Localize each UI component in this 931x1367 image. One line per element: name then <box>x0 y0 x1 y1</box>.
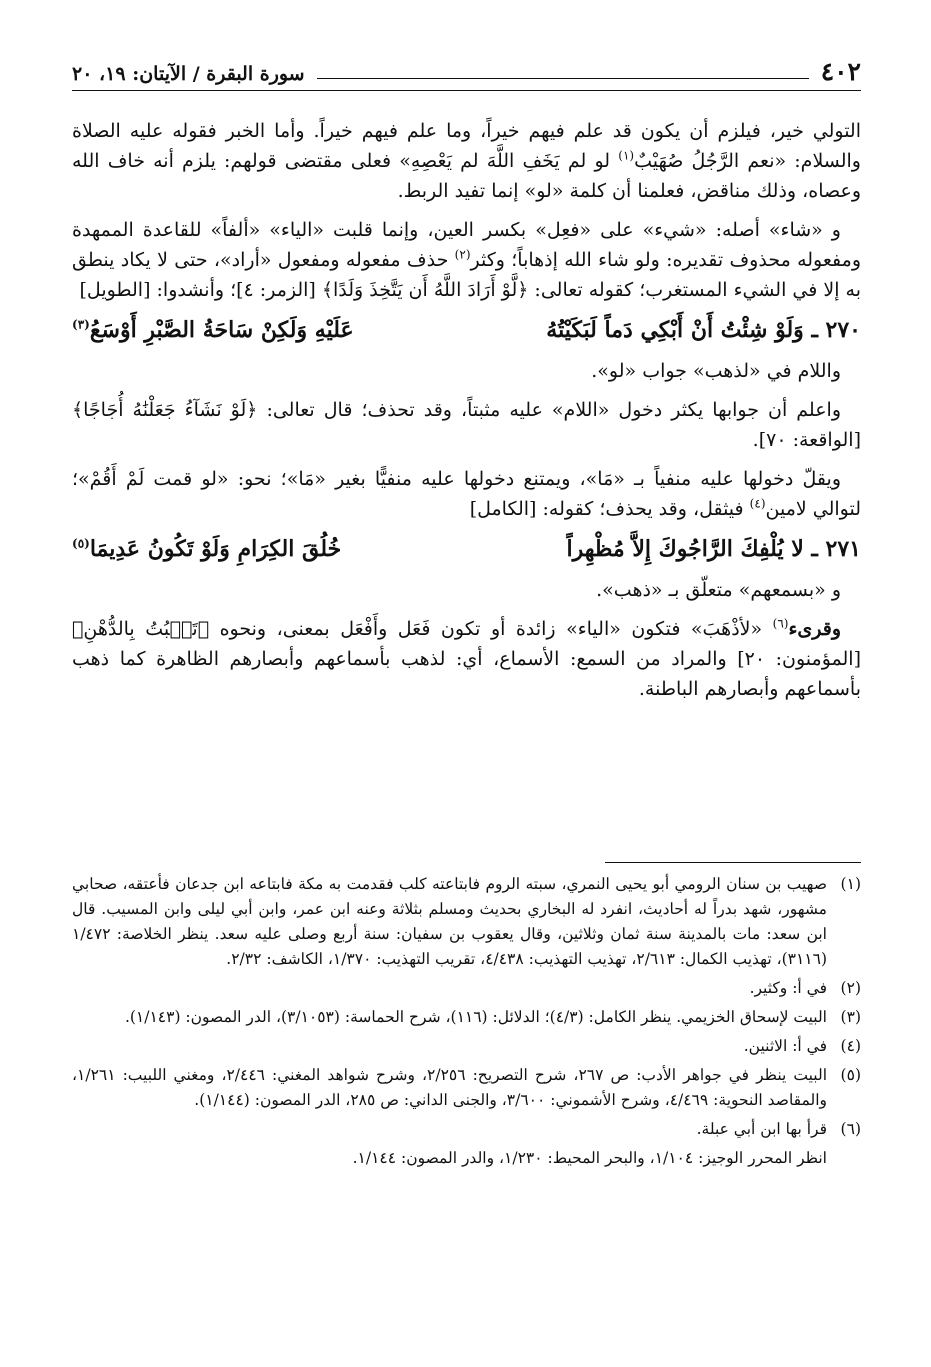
footnotes <box>72 872 861 1175</box>
footnote-1: (١) صهيب بن سنان الرومي أبو يحيى النمري، سبته الروم فابتاعته كلب فقدمت به مكة فابتاعه ابن جدعان فأعتقه، صحابي مشهور، شهد بدراً له أحاديث، انفرد له البخاري بحديث ومسلم بثلاثة وعنه ابن عمر، وابن أبي ليلى وابن المسيب. قال ابن سعد: مات بالمدينة سنة ثمان وثلاثين، وقال يعقوب بن سفيان: سنة أربع وصلى عليه سعد. ينظر الخلاصة: ١/٤٧٢ (٣١١٦)، تهذيب الكمال: ٢/٦١٣، تهذيب التهذيب: ٤/٤٣٨، تقريب التهذيب: ١/٣٧٠، الكاشف: ٢/٣٢. <box>72 875 861 968</box>
paragraph-5: ويقلّ دخولها عليه منفياً بـ «مَا»، ويمتنع دخولها عليه منفيًّا بغير «مَا»؛ نحو: «لو قمت لَمْ أَقُمْ»؛ لتوالي لامين$^{(٤)}$ فيثقل، وقد يحذف؛ كقوله: [الكامل] <box>72 468 861 520</box>
verse-second-hemistich: خُلُقَ الكِرَامِ وَلَوْ تَكُونُ عَدِيمَا$^{(٥)}$ <box>72 536 342 562</box>
verse-first-hemistich: ٢٧١ ـ لا يُلْفِكَ الرَّاجُوكَ إِلاَّ مُظْهِراً <box>566 536 861 562</box>
footnote-separator <box>605 862 861 863</box>
verse-first-hemistich: ٢٧٠ ـ وَلَوْ شِئْتُ أَنْ أَبْكِي دَماً لَبَكَيْتُهُ <box>546 317 861 343</box>
footnote-ref[interactable]: (١) <box>618 148 635 163</box>
paragraph-6: و «بسمعهم» متعلّق بـ «ذهب». <box>596 579 841 601</box>
footnote-ref[interactable]: (٣) <box>72 317 90 332</box>
running-title: سورة البقرة / الآيتان: ١٩، ٢٠ <box>72 63 305 85</box>
paragraph-2: و «شاء» أصله: «شيء» على «فعِل» بكسر العين، وإنما قلبت «الياء» «ألفاً» للقاعدة الممهدة ومفعوله محذوف تقديره: ولو شاء الله إذهاباً؛ وكثر$^{(٢)}$ حذف مفعوله ومفعول «أراد»، حتى لا يكاد ينطق به إلا في الشيء المستغرب؛ كقوله تعالى: ﴿لَّوْ أَرَادَ اللَّهُ أَن يَتَّخِذَ وَلَدًا﴾ [الزمر: ٤]؛ وأنشدوا: [الطويل] <box>72 219 862 301</box>
paragraph-3: واللام في «لذهب» جواب «لو». <box>591 360 841 382</box>
footnote-ref[interactable]: (٦) <box>772 616 789 631</box>
footnote-4: (٤) في أ: الاثنين. <box>743 1037 861 1055</box>
header-line <box>317 78 809 79</box>
page-header <box>72 44 861 84</box>
paragraph-7: وقرىء$^{(٦)}$ «لأذْهَبَ» فتكون «الياء» زائدة أو تكون فَعَل وأَفْعَل بمعنى، ونحوه ﴿تَنۢبُتُ بِالدُّهْنِ﴾ [المؤمنون: ٢٠] والمراد من السمع: الأسماع، أي: لذهب بأسماعهم وأبصارهم الظاهرة كما ذهب بأسماعهم وأبصارهم الباطنة. <box>72 616 861 700</box>
footnote-ref[interactable]: (٢) <box>454 247 471 262</box>
verse-270 <box>72 314 861 346</box>
verse-second-hemistich: عَلَيْهِ وَلَكِنْ سَاحَةُ الصَّبْرِ أَوْسَعُ$^{(٣)}$ <box>72 317 354 343</box>
footnote-6: (٦) قرأ بها ابن أبي عبلة. <box>696 1120 861 1138</box>
footnote-3: (٣) البيت لإسحاق الخزيمي. ينظر الكامل: (٤/٣)؛ الدلائل: (١١٦)، شرح الحماسة: (٣/١٠٥٣)، الدر المصون: (١/١٤٣). <box>124 1008 861 1026</box>
footnote-ref[interactable]: (٤) <box>749 496 766 511</box>
paragraph-4: واعلم أن جوابها يكثر دخول «اللام» عليه مثبتاً، وقد تحذف؛ قال تعالى: ﴿لَوْ نَشَآءُ جَعَلْنَٰهُ أُجَاجًا﴾ [الواقعة: ٧٠]. <box>72 399 861 451</box>
footnote-ref[interactable]: (٥) <box>72 536 90 551</box>
verse-271 <box>72 533 861 565</box>
footnote-2: (٢) في أ: وكثير. <box>749 979 861 997</box>
paragraph-1: التولي خير، فيلزم أن يكون قد علم فيهم خيراً، وما علم فيهم خيراً. وأما الخبر فقوله عليه الصلاة والسلام: «نعم الرَّجُلُ صُهَيْبٌ$^{(١)}$ لو لم يَخَفِ اللَّهَ لم يَعْصِهِ» فعلى مقتضى قولهم: يلزم أنه خاف الله وعصاه، وذلك مناقض، فعلمنا أن كلمة «لو» إنما تفيد الربط. <box>72 120 861 202</box>
main-text <box>72 116 861 713</box>
header-rule <box>72 90 861 91</box>
page-number: ٤٠٢ <box>820 57 861 86</box>
footnote-5: (٥) البيت ينظر في جواهر الأدب: ص ٢٦٧، شرح التصريح: ٢/٢٥٦، وشرح شواهد المغني: ٢/٤٤٦، ومغني اللبيب: ١/٢٦١، والمقاصد النحوية: ٤/٤٦٩، وشرح الأشموني: ٣/٦٠٠، والجنى الداني: ص ٢٨٥، الدر المصون: (١/١٤٤). <box>72 1066 861 1109</box>
footnote-continuation: انظر المحرر الوجيز: ١/١٠٤، والبحر المحيط: ١/٢٣٠، والدر المصون: ١/١٤٤. <box>352 1149 827 1167</box>
